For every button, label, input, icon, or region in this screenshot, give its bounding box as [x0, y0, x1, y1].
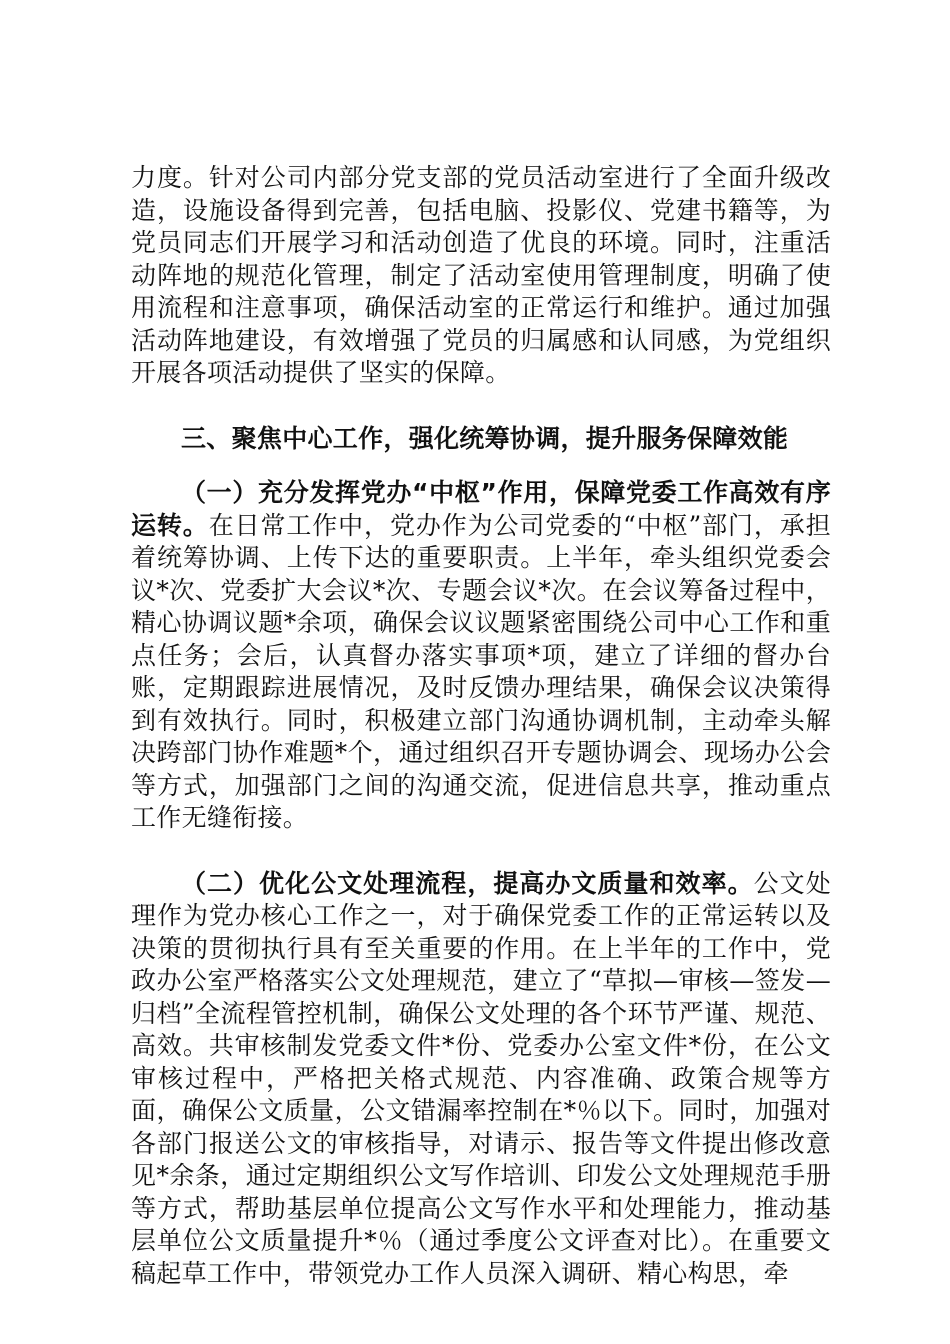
item-2-lead: （二）优化公文处理流程，提高办文质量和效率。 — [181, 868, 754, 898]
item-1-body: 在日常工作中，党办作为公司党委的“中枢”部门，承担着统筹协调、上传下达的重要职责。上半年，牵头组织党委会议*次、党委扩大会议*次、专题会议*次。在会议筹备过程中，精心协调议题*余项，确保会议议题紧密围绕公司中心工作和重点任务；会后，认真督办落实事项*项，建立了详细的督办台账，定期跟踪进展情况，及时反馈办理结果，确保会议决策得到有效执行。同时，积极建立部门沟通协调机制，主动牵头解决跨部门协作难题*个，通过组织召开专题协调会、现场办公会等方式，加强部门之间的沟通交流，促进信息共享，推动重点工作无缝衔接。 — [131, 510, 831, 832]
document-body — [131, 162, 831, 1290]
section-heading: 三、聚焦中心工作，强化统筹协调，提升服务保障效能 — [181, 423, 789, 453]
intro-paragraph: 力度。针对公司内部分党支部的党员活动室进行了全面升级改造，设施设备得到完善，包括电脑、投影仪、党建书籍等，为党员同志们开展学习和活动创造了优良的环境。同时，注重活动阵地的规范化管理，制定了活动室使用管理制度，明确了使用流程和注意事项，确保活动室的正常运行和维护。通过加强活动阵地建设，有效增强了党员的归属感和认同感，为党组织开展各项活动提供了坚实的保障。 — [131, 163, 831, 387]
item-paragraph-2 — [131, 868, 831, 1291]
item-1-lead: （一）充分发挥党办“中枢”作用，保障党委工作高效有序运转。 — [131, 478, 831, 540]
item-paragraph-1 — [131, 477, 831, 835]
item-2-body: 公文处理作为党办核心工作之一，对于确保党委工作的正常运转以及决策的贯彻执行具有至关重要的作用。在上半年的工作中，党政办公室严格落实公文处理规范，建立了“草拟—审核—签发—归档”全流程管控机制，确保公文处理的各个环节严谨、规范、高效。共审核制发党委文件*份、党委办公室文件*份，在公文审核过程中，严格把关格式规范、内容准确、政策合规等方面，确保公文质量，公文错漏率控制在*％以下。同时，加强对各部门报送公文的审核指导，对请示、报告等文件提出修改意见*余条，通过定期组织公文写作培训、印发公文处理规范手册等方式，帮助基层单位提高公文写作水平和处理能力，推动基层单位公文质量提升*％（通过季度公文评查对比）。在重要文稿起草工作中，带领党办工作人员深入调研、精心构思，牵 — [131, 868, 831, 1288]
